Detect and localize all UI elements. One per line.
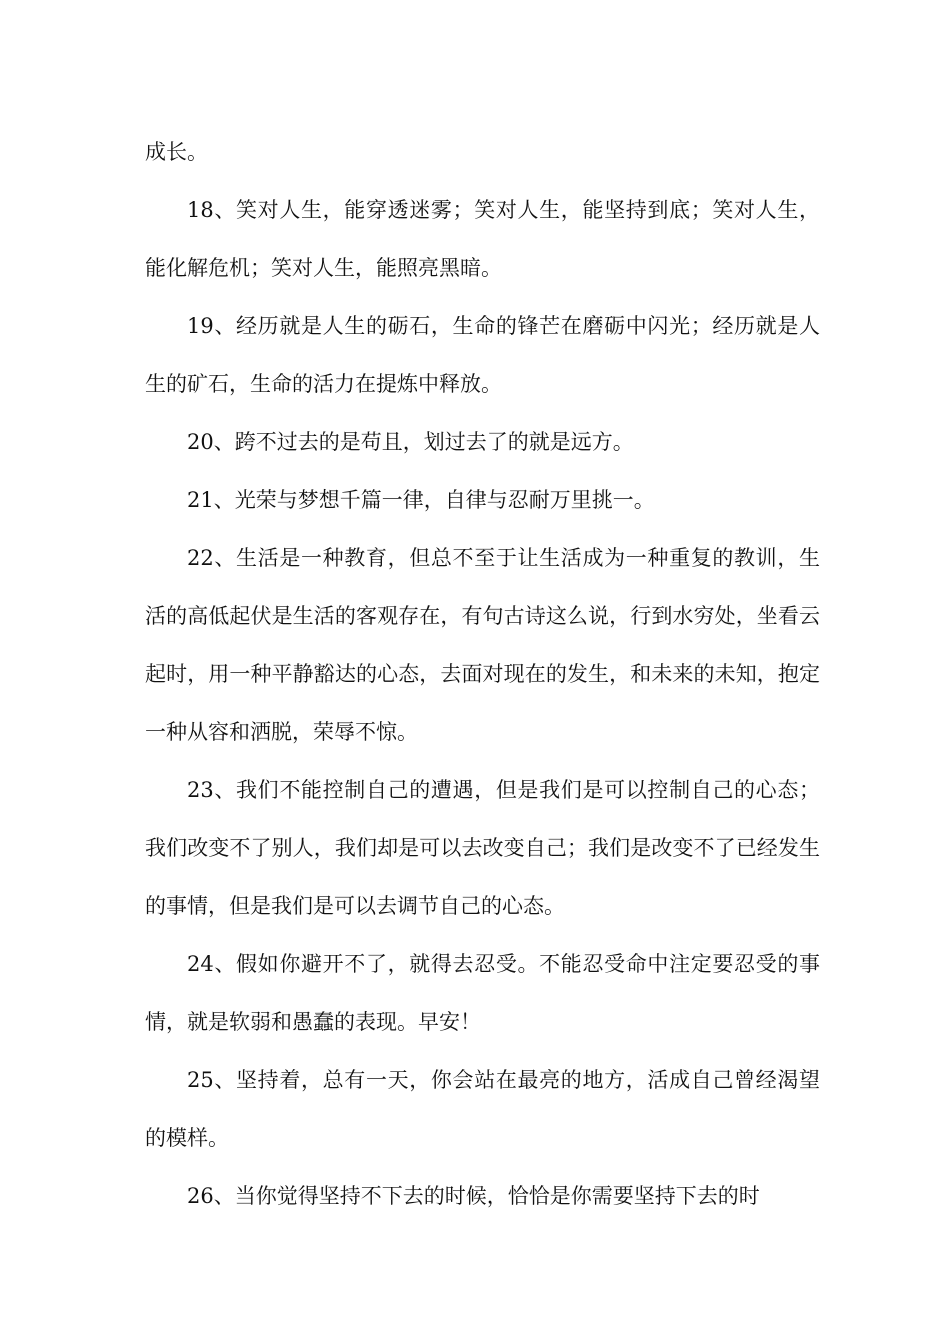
paragraph-25: 25、坚持着，总有一天，你会站在最亮的地方，活成自己曾经渴望的模样。 (145, 1068, 820, 1150)
paragraph-18: 18、笑对人生，能穿透迷雾；笑对人生，能坚持到底；笑对人生，能化解危机；笑对人生，能照亮黑暗。 (145, 198, 820, 280)
document-body (145, 123, 820, 1225)
paragraph-21: 21、光荣与梦想千篇一律，自律与忍耐万里挑一。 (187, 488, 655, 512)
paragraph-24: 24、假如你避开不了，就得去忍受。不能忍受命中注定要忍受的事情，就是软弱和愚蠢的表现。早安！ (145, 952, 820, 1034)
paragraph-20: 20、跨不过去的是苟且，划过去了的就是远方。 (187, 430, 634, 454)
paragraph-continuation: 成长。 (145, 140, 208, 164)
paragraph-22: 22、生活是一种教育，但总不至于让生活成为一种重复的教训，生活的高低起伏是生活的客观存在，有句古诗这么说，行到水穷处，坐看云起时，用一种平静豁达的心态，去面对现在的发生，和未来的未知，抱定一种从容和洒脱，荣辱不惊。 (145, 546, 820, 744)
paragraph-26: 26、当你觉得坚持不下去的时候，恰恰是你需要坚持下去的时 (187, 1184, 760, 1208)
paragraph-23: 23、我们不能控制自己的遭遇，但是我们是可以控制自己的心态；我们改变不了别人，我们却是可以去改变自己；我们是改变不了已经发生的事情，但是我们是可以去调节自己的心态。 (145, 778, 820, 918)
paragraph-19: 19、经历就是人生的砺石，生命的锋芒在磨砺中闪光；经历就是人生的矿石，生命的活力在提炼中释放。 (145, 314, 820, 396)
